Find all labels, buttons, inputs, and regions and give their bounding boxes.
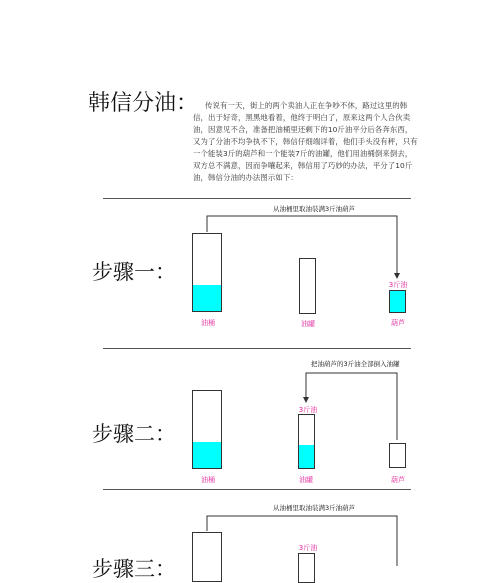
step-3-label: 步骤三： bbox=[92, 557, 176, 581]
oil-fill bbox=[193, 442, 221, 468]
oil-jar-label: 油罐 bbox=[301, 320, 315, 328]
gourd-fill-label: 3斤油 bbox=[388, 281, 408, 289]
oil-jar-label: 油罐 bbox=[299, 476, 313, 484]
step-2-label: 步骤二： bbox=[92, 422, 176, 446]
oil-jar bbox=[298, 553, 315, 583]
oil-jar bbox=[298, 414, 315, 469]
intro-paragraph: 传说有一天，街上的两个卖油人正在争吵不休，路过这里的韩信，出于好奇，黑黑地看着，他终于明白了，原来这两个人合伙卖油，因意见不合，准备把油桶里还剩下的10斤油平分后各奔东西，又为了分油不均争执不下，韩信仔细端详着，他们手头没有秤，只有一个能装3斤的葫芦和一个能装7斤的油罐，他们用油桶倒来倒去，双方总不满意，因而争嚷起来，韩信用了巧妙的办法，平分了10斤油，韩信分油的办法图示如下： bbox=[193, 101, 418, 182]
oil-jar bbox=[299, 258, 316, 314]
gourd bbox=[389, 290, 406, 313]
page-title: 韩信分油： bbox=[88, 91, 199, 116]
step-1-label: 步骤一： bbox=[92, 260, 176, 284]
oil-fill bbox=[390, 291, 405, 312]
step-3-note: 从油桶里取油装满3斤油葫芦 bbox=[273, 504, 356, 512]
gourd bbox=[389, 443, 406, 468]
jar-fill-label: 3斤油 bbox=[298, 544, 318, 552]
step-2-note: 把油葫芦的3斤油全部倒入油罐 bbox=[311, 360, 400, 368]
oil-bucket bbox=[192, 390, 222, 469]
gourd-label: 葫芦 bbox=[391, 319, 405, 327]
oil-bucket-label: 油桶 bbox=[201, 319, 215, 327]
oil-fill bbox=[299, 445, 314, 468]
gourd-label: 葫芦 bbox=[391, 476, 405, 484]
oil-bucket bbox=[192, 233, 222, 312]
oil-fill bbox=[193, 285, 221, 311]
step-1-note: 从油桶里取油装满3斤油葫芦 bbox=[273, 205, 356, 213]
jar-fill-label: 3斤油 bbox=[298, 406, 318, 414]
oil-bucket-label: 油桶 bbox=[201, 476, 215, 484]
oil-bucket bbox=[192, 532, 222, 582]
